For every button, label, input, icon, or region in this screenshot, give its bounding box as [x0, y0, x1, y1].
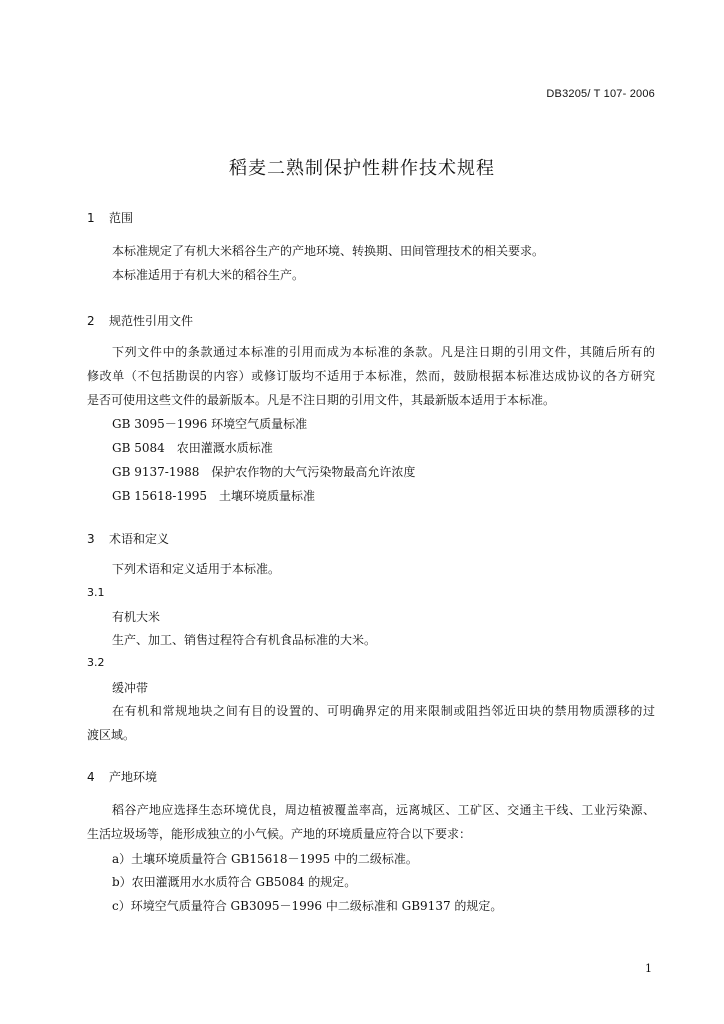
reference-item: GB 5084 农田灌溉水质标准 [112, 441, 273, 455]
list-item: b）农田灌溉用水水质符合 GB5084 的规定。 [112, 875, 357, 889]
paragraph-line: 生活垃圾场等，能形成独立的小气候。产地的环境质量应符合以下要求： [87, 827, 472, 841]
section-number: 1 [87, 211, 95, 225]
paragraph-line: 下列术语和定义适用于本标准。 [112, 562, 281, 576]
term-definition [112, 702, 655, 719]
section-1-heading [87, 209, 133, 226]
section-3-heading [87, 530, 169, 547]
term-number: 3.1 [87, 586, 105, 599]
paragraph-line: 本标准规定了有机大米稻谷生产的产地环境、转换期、田间管理技术的相关要求。 [112, 244, 545, 258]
reference-item: GB 3095－1996 环境空气质量标准 [112, 417, 308, 431]
paragraph-line: 是否可使用这些文件的最新版本。凡是不注日期的引用文件，其最新版本适用于本标准。 [87, 393, 556, 407]
term-definition: 生产、加工、销售过程符合有机食品标准的大米。 [112, 633, 377, 647]
section-title: 范围 [109, 211, 134, 225]
page-number: 1 [645, 962, 652, 975]
term-number: 3.2 [87, 656, 105, 669]
term-definition: 渡区域。 [87, 728, 136, 742]
paragraph-text: 在有机和常规地块之间有目的设置的、可明确界定的用来限制或阻挡邻近田块的禁用物质漂移的过 [112, 704, 655, 718]
term-name: 有机大米 [112, 610, 161, 624]
section-title: 产地环境 [109, 770, 158, 784]
document-title: 稻麦二熟制保护性耕作技术规程 [229, 158, 495, 179]
term-name: 缓冲带 [112, 681, 149, 695]
section-4-heading [87, 768, 157, 785]
section-number: 2 [87, 314, 95, 328]
section-number: 4 [87, 770, 95, 784]
paragraph-text: 下列文件中的条款通过本标准的引用而成为本标准的条款。凡是注日期的引用文件，其随后所有的 [112, 345, 655, 359]
list-item: c）环境空气质量符合 GB3095－1996 中二级标准和 GB9137 的规定。 [112, 899, 503, 913]
paragraph-text: 稻谷产地应选择生态环境优良，周边植被覆盖率高，远离城区、工矿区、交通主干线、工业污染源、 [112, 803, 655, 817]
section-number: 3 [87, 532, 95, 546]
reference-item: GB 15618-1995 土壤环境质量标准 [112, 489, 315, 503]
paragraph-line [87, 367, 655, 384]
standard-code: DB3205/ T 107- 2006 [546, 88, 655, 100]
section-title: 规范性引用文件 [109, 314, 194, 328]
section-2-heading [87, 312, 193, 329]
list-item: a）土壤环境质量符合 GB15618－1995 中的二级标准。 [112, 852, 418, 866]
reference-item: GB 9137-1988 保护农作物的大气污染物最高允许浓度 [112, 465, 416, 479]
section-title: 术语和定义 [109, 532, 170, 546]
paragraph-line [112, 801, 655, 818]
paragraph-line: 本标准适用于有机大米的稻谷生产。 [112, 268, 305, 282]
paragraph-text: 修改单（不包括勘误的内容）或修订版均不适用于本标准，然而，鼓励根据本标准达成协议的各方研究 [87, 369, 655, 383]
paragraph-line [112, 343, 655, 360]
